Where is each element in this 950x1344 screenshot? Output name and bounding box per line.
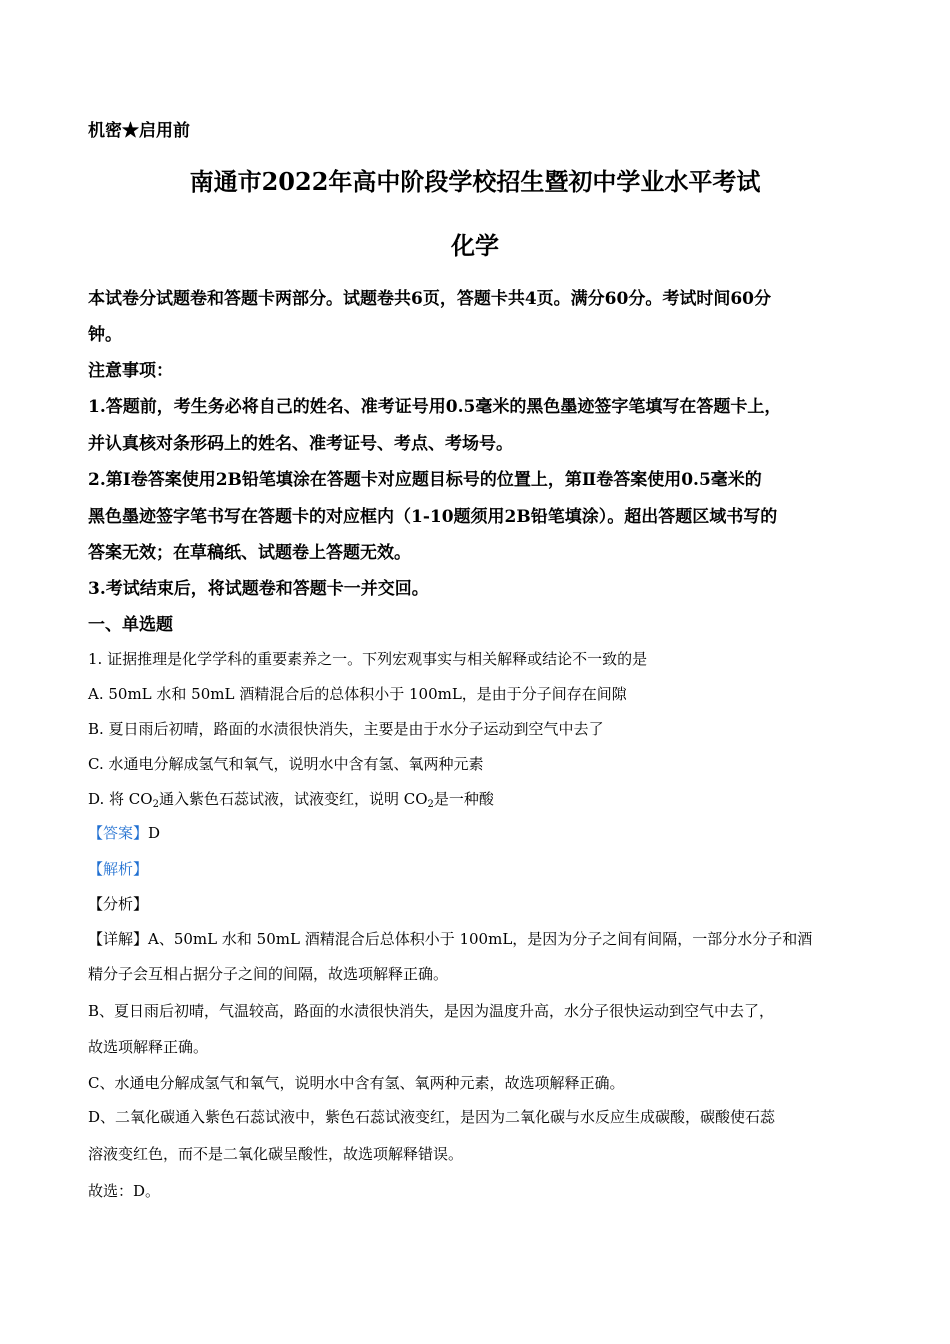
- question-1-option-d: D. 将 $CO_2$通入紫色石蕊试液，试液变红，说明 $CO_2$是一种酸: [88, 790, 494, 810]
- notes-heading: 注意事项：: [88, 361, 173, 381]
- detail-a-line-2: 精分子会互相占据分子之间的间隔，故选项解释正确。: [88, 965, 449, 983]
- subject-title: 化学: [451, 231, 499, 260]
- detail-b-line-2: 故选项解释正确。: [88, 1038, 209, 1056]
- intro-line-1: 本试卷分试题卷和答题卡两部分。试题卷共6页，答题卡共4页。满分60分。考试时间60分: [88, 289, 771, 309]
- section-heading: 一、单选题: [88, 615, 173, 635]
- answer-value: D: [148, 824, 161, 842]
- answer-line: [88, 822, 160, 843]
- detail-d-line-2: 溶液变红色，而不是二氧化碳呈酸性，故选项解释错误。: [88, 1145, 464, 1163]
- note-3: 3.考试结束后，将试题卷和答题卡一并交回。: [88, 579, 429, 599]
- question-1-option-a: A. 50mL 水和 50mL 酒精混合后的总体积小于 100mL，是由于分子间存在间隙: [88, 685, 627, 703]
- detail-a-line-1: 【详解】A、50mL 水和 50mL 酒精混合后总体积小于 100mL，是因为分子之间有间隔，一部分水分子和酒: [88, 930, 813, 948]
- detail-b-line-1: B、夏日雨后初晴，气温较高，路面的水渍很快消失，是因为温度升高，水分子很快运动到空气中去了，: [88, 1002, 775, 1020]
- exam-title: 南通市2022年高中阶段学校招生暨初中学业水平考试: [189, 167, 761, 196]
- note-2a: 2.第Ⅰ卷答案使用2B铅笔填涂在答题卡对应题目标号的位置上，第Ⅱ卷答案使用0.5毫米的: [88, 470, 762, 490]
- question-1-option-c: C. 水通电分解成氢气和氧气，说明水中含有氢、氧两种元素: [88, 755, 484, 773]
- note-2c: 答案无效；在草稿纸、试题卷上答题无效。: [88, 543, 411, 563]
- detail-d-line-1: D、二氧化碳通入紫色石蕊试液中，紫色石蕊试液变红，是因为二氧化碳与水反应生成碳酸，碳酸使石蕊: [88, 1108, 776, 1126]
- note-2b: 黑色墨迹签字笔书写在答题卡的对应框内（1-10题须用2B铅笔填涂）。超出答题区域书写的: [88, 507, 778, 527]
- intro-line-2: 钟。: [88, 325, 122, 345]
- note-1a: 1.答题前，考生务必将自己的姓名、准考证号用0.5毫米的黑色墨迹签字笔填写在答题卡上，: [88, 397, 782, 417]
- detail-label: 【详解】: [88, 930, 149, 948]
- question-1-option-b: B. 夏日雨后初晴，路面的水渍很快消失，主要是由于水分子运动到空气中去了: [88, 720, 604, 738]
- answer-label: 【答案】: [88, 824, 149, 842]
- confidential-label: 机密★启用前: [88, 121, 190, 141]
- analysis-label: 【解析】: [88, 860, 149, 878]
- note-1b: 并认真核对条形码上的姓名、准考证号、考点、考场号。: [88, 434, 513, 454]
- conclusion: 故选：D。: [88, 1182, 161, 1200]
- fenxi-label: 【分析】: [88, 895, 149, 913]
- question-1-stem: 1. 证据推理是化学学科的重要素养之一。下列宏观事实与相关解释或结论不一致的是: [88, 650, 648, 668]
- detail-c: C、水通电分解成氢气和氧气，说明水中含有氢、氧两种元素，故选项解释正确。: [88, 1074, 625, 1092]
